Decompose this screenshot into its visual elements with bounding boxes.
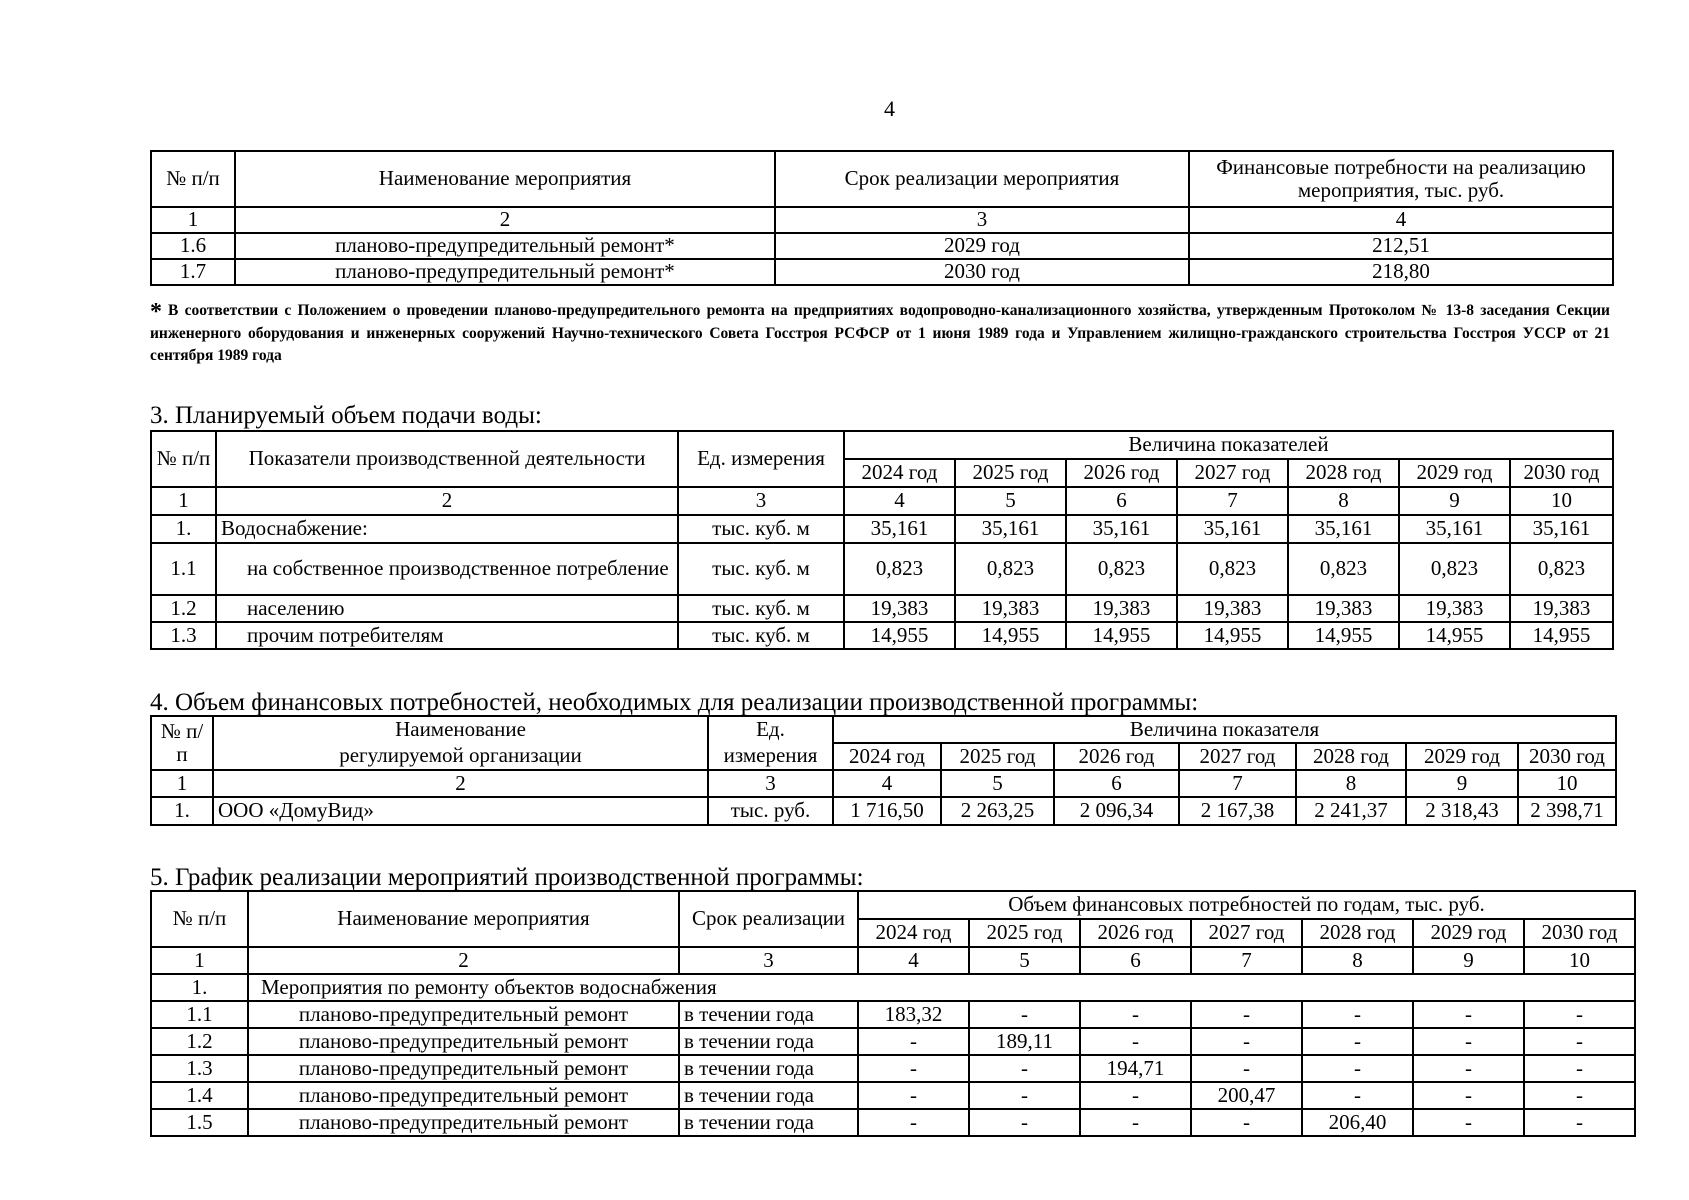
value: 183,32 xyxy=(858,1001,969,1028)
value: - xyxy=(1524,1082,1635,1109)
measure-name: планово-предупредительный ремонт xyxy=(248,1055,679,1082)
year-cell: 2028 год xyxy=(1302,919,1413,947)
row-number: 1.5 xyxy=(151,1109,248,1136)
header-cell: Объем финансовых потребностей по годам, тыс. руб. xyxy=(858,891,1635,919)
value: 35,161 xyxy=(1288,515,1399,543)
value: 0,823 xyxy=(1288,543,1399,595)
table-row xyxy=(151,1109,1635,1136)
measure-name: планово-предупредительный ремонт xyxy=(248,1082,679,1109)
table-row xyxy=(151,797,1616,825)
section-3-title: 3. Планируемый объем подачи воды: xyxy=(150,402,542,429)
value: - xyxy=(969,1001,1080,1028)
index-cell: 1 xyxy=(151,947,248,974)
value: - xyxy=(858,1082,969,1109)
row-number: 1. xyxy=(151,515,216,543)
value: 14,955 xyxy=(844,622,955,649)
table-row xyxy=(151,622,1613,649)
index-cell: 7 xyxy=(1177,487,1288,515)
table-row xyxy=(151,259,1613,285)
index-cell: 9 xyxy=(1399,487,1510,515)
unit: тыс. руб. xyxy=(708,797,833,825)
value: - xyxy=(1080,1109,1191,1136)
value: 19,383 xyxy=(955,595,1066,622)
index-cell: 10 xyxy=(1510,487,1613,515)
value: - xyxy=(969,1109,1080,1136)
year-cell: 2025 год xyxy=(955,459,1066,487)
value: - xyxy=(1302,1082,1413,1109)
index-cell: 10 xyxy=(1524,947,1635,974)
year-cell: 2027 год xyxy=(1179,743,1296,770)
header-cell: № п/п xyxy=(151,431,216,487)
value: 35,161 xyxy=(955,515,1066,543)
value: 0,823 xyxy=(1177,543,1288,595)
index-cell: 4 xyxy=(844,487,955,515)
year-cell: 2028 год xyxy=(1296,743,1406,770)
value: 19,383 xyxy=(1399,595,1510,622)
measure-term: в течении года xyxy=(679,1082,858,1109)
year-cell: 2024 год xyxy=(844,459,955,487)
value: 19,383 xyxy=(1288,595,1399,622)
year-cell: 2026 год xyxy=(1066,459,1177,487)
table-row xyxy=(151,233,1613,259)
year-cell: 2028 год xyxy=(1288,459,1399,487)
value: 19,383 xyxy=(1510,595,1613,622)
unit: тыс. куб. м xyxy=(678,622,844,649)
index-cell: 4 xyxy=(858,947,969,974)
row-number: 1.3 xyxy=(151,622,216,649)
value: 2 241,37 xyxy=(1296,797,1406,825)
value: 19,383 xyxy=(1066,595,1177,622)
value: 194,71 xyxy=(1080,1055,1191,1082)
index-cell: 5 xyxy=(941,770,1054,797)
year-cell: 2029 год xyxy=(1406,743,1518,770)
group-title: Мероприятия по ремонту объектов водоснабжения xyxy=(248,974,1635,1001)
value: - xyxy=(1080,1082,1191,1109)
value: 2 398,71 xyxy=(1518,797,1616,825)
row-number: 1.1 xyxy=(151,1001,248,1028)
value: 2 263,25 xyxy=(941,797,1054,825)
value: 14,955 xyxy=(1399,622,1510,649)
header-cell: Показатели производственной деятельности xyxy=(216,431,678,487)
value: 19,383 xyxy=(844,595,955,622)
measure-name: планово-предупредительный ремонт xyxy=(248,1109,679,1136)
value: - xyxy=(858,1028,969,1055)
measure-term: в течении года xyxy=(679,1028,858,1055)
measure-name: планово-предупредительный ремонт xyxy=(248,1028,679,1055)
index-cell: 6 xyxy=(1054,770,1179,797)
value: 2 167,38 xyxy=(1179,797,1296,825)
header-cell: Наименование xyxy=(213,716,708,743)
value: - xyxy=(969,1082,1080,1109)
header-cell: регулируемой организации xyxy=(213,743,708,770)
year-cell: 2030 год xyxy=(1510,459,1613,487)
value: 0,823 xyxy=(955,543,1066,595)
row-number: 1.1 xyxy=(151,543,216,595)
value: - xyxy=(1413,1055,1524,1082)
implementation-schedule-table xyxy=(150,890,1635,1137)
index-cell: 1 xyxy=(151,487,216,515)
year-cell: 2025 год xyxy=(969,919,1080,947)
index-cell: 3 xyxy=(708,770,833,797)
row-number: 1.7 xyxy=(151,259,235,285)
value: 0,823 xyxy=(1399,543,1510,595)
value: 2 318,43 xyxy=(1406,797,1518,825)
value: - xyxy=(1524,1055,1635,1082)
row-number: 1. xyxy=(151,974,248,1001)
value: 14,955 xyxy=(1177,622,1288,649)
value: 1 716,50 xyxy=(833,797,941,825)
row-number: 1.2 xyxy=(151,1028,248,1055)
year-cell: 2026 год xyxy=(1054,743,1179,770)
index-cell: 4 xyxy=(1189,207,1613,233)
header-cell: Наименование мероприятия xyxy=(235,151,775,207)
water-supply-table xyxy=(150,430,1612,650)
row-number: 1.6 xyxy=(151,233,235,259)
table-row xyxy=(151,1001,1635,1028)
year-cell: 2026 год xyxy=(1080,919,1191,947)
table-row xyxy=(151,515,1613,543)
value: 14,955 xyxy=(955,622,1066,649)
measure-name: планово-предупредительный ремонт* xyxy=(235,233,775,259)
value: - xyxy=(1302,1001,1413,1028)
year-cell: 2030 год xyxy=(1524,919,1635,947)
value: 0,823 xyxy=(844,543,955,595)
measure-term: в течении года xyxy=(679,1109,858,1136)
indicator-name: Водоснабжение: xyxy=(216,515,678,543)
value: - xyxy=(1080,1001,1191,1028)
value: - xyxy=(1413,1109,1524,1136)
value: 19,383 xyxy=(1177,595,1288,622)
row-number: 1.2 xyxy=(151,595,216,622)
value: 35,161 xyxy=(1066,515,1177,543)
index-cell: 1 xyxy=(151,770,213,797)
header-cell: Финансовые потребности на реализацию мероприятия, тыс. руб. xyxy=(1189,151,1613,207)
year-cell: 2030 год xyxy=(1518,743,1616,770)
header-cell: измерения xyxy=(708,743,833,770)
measure-name: планово-предупредительный ремонт xyxy=(248,1001,679,1028)
row-number: 1. xyxy=(151,797,213,825)
group-row xyxy=(151,974,1635,1001)
index-cell: 2 xyxy=(235,207,775,233)
value: 14,955 xyxy=(1510,622,1613,649)
index-cell: 10 xyxy=(1518,770,1616,797)
value: - xyxy=(1524,1001,1635,1028)
index-cell: 3 xyxy=(679,947,858,974)
index-cell: 3 xyxy=(678,487,844,515)
value: 206,40 xyxy=(1302,1109,1413,1136)
index-cell: 5 xyxy=(969,947,1080,974)
footnote-text: В соответствии с Положением о проведении планово-предупредительного ремонта на предприятиях водопроводно-канализационного хозяйства, утвержденным Протоколом № 13-8 заседания Секции инженерного оборудования и инженерных сооружений Научно-технического Совета Госстроя РСФСР от 1 июня 1989 года и Управлением жилищно-гражданского строительства Госстроя УССР от 21 сентября 1989 года xyxy=(150,302,1610,364)
index-cell: 1 xyxy=(151,207,235,233)
year-cell: 2025 год xyxy=(941,743,1054,770)
value: - xyxy=(1080,1028,1191,1055)
value: 2 096,34 xyxy=(1054,797,1179,825)
unit: тыс. куб. м xyxy=(678,543,844,595)
page-number: 4 xyxy=(884,96,895,121)
section-4-title: 4. Объем финансовых потребностей, необходимых для реализации производственной программы: xyxy=(150,689,1199,716)
value: 189,11 xyxy=(969,1028,1080,1055)
table-row xyxy=(151,595,1613,622)
header-cell: Величина показателей xyxy=(844,431,1613,459)
row-number: 1.4 xyxy=(151,1082,248,1109)
index-cell: 9 xyxy=(1413,947,1524,974)
header-cell: Наименование мероприятия xyxy=(248,891,679,947)
header-cell: № п/п xyxy=(151,891,248,947)
unit: тыс. куб. м xyxy=(678,515,844,543)
measure-term: в течении года xyxy=(679,1001,858,1028)
index-cell: 2 xyxy=(216,487,678,515)
index-cell: 8 xyxy=(1302,947,1413,974)
header-cell: № п/п xyxy=(151,151,235,207)
index-cell: 6 xyxy=(1066,487,1177,515)
value: - xyxy=(1191,1028,1302,1055)
index-cell: 2 xyxy=(248,947,679,974)
value: - xyxy=(858,1109,969,1136)
value: 35,161 xyxy=(1510,515,1613,543)
value: 35,161 xyxy=(1399,515,1510,543)
index-cell: 4 xyxy=(833,770,941,797)
header-cell: Срок реализации мероприятия xyxy=(775,151,1189,207)
table-row xyxy=(151,543,1613,595)
value: - xyxy=(1413,1028,1524,1055)
unit: тыс. куб. м xyxy=(678,595,844,622)
measure-term: 2030 год xyxy=(775,259,1189,285)
year-cell: 2027 год xyxy=(1177,459,1288,487)
measures-table-continued xyxy=(150,150,1612,286)
year-cell: 2024 год xyxy=(833,743,941,770)
year-cell: 2027 год xyxy=(1191,919,1302,947)
year-cell: 2024 год xyxy=(858,919,969,947)
value: - xyxy=(1191,1001,1302,1028)
table-row xyxy=(151,1055,1635,1082)
value: 35,161 xyxy=(844,515,955,543)
value: 35,161 xyxy=(1177,515,1288,543)
value: 0,823 xyxy=(1066,543,1177,595)
value: - xyxy=(1524,1109,1635,1136)
value: - xyxy=(969,1055,1080,1082)
header-cell: № п/п xyxy=(151,716,213,770)
index-cell: 8 xyxy=(1296,770,1406,797)
value: - xyxy=(1413,1082,1524,1109)
footnote-star: * xyxy=(150,299,162,325)
year-cell: 2029 год xyxy=(1399,459,1510,487)
indicator-name: на собственное производственное потребление xyxy=(216,543,678,595)
financial-needs-table xyxy=(150,715,1615,826)
index-cell: 5 xyxy=(955,487,1066,515)
index-cell: 6 xyxy=(1080,947,1191,974)
index-cell: 3 xyxy=(775,207,1189,233)
footnote xyxy=(150,300,1610,367)
measure-cost: 218,80 xyxy=(1189,259,1613,285)
value: 200,47 xyxy=(1191,1082,1302,1109)
indicator-name: прочим потребителям xyxy=(216,622,678,649)
table-row xyxy=(151,1028,1635,1055)
value: - xyxy=(1191,1055,1302,1082)
value: 14,955 xyxy=(1066,622,1177,649)
index-cell: 8 xyxy=(1288,487,1399,515)
index-cell: 9 xyxy=(1406,770,1518,797)
index-cell: 2 xyxy=(213,770,708,797)
header-cell: Срок реализации xyxy=(679,891,858,947)
year-cell: 2029 год xyxy=(1413,919,1524,947)
row-number: 1.3 xyxy=(151,1055,248,1082)
indicator-name: населению xyxy=(216,595,678,622)
value: - xyxy=(1524,1028,1635,1055)
value: 0,823 xyxy=(1510,543,1613,595)
header-cell: Величина показателя xyxy=(833,716,1616,743)
value: - xyxy=(1191,1109,1302,1136)
measure-name: планово-предупредительный ремонт* xyxy=(235,259,775,285)
value: - xyxy=(858,1055,969,1082)
value: 14,955 xyxy=(1288,622,1399,649)
measure-cost: 212,51 xyxy=(1189,233,1613,259)
index-cell: 7 xyxy=(1191,947,1302,974)
value: - xyxy=(1413,1001,1524,1028)
index-cell: 7 xyxy=(1179,770,1296,797)
value: - xyxy=(1302,1028,1413,1055)
measure-term: 2029 год xyxy=(775,233,1189,259)
header-cell: Ед. измерения xyxy=(678,431,844,487)
organization-name: ООО «ДомуВид» xyxy=(213,797,708,825)
measure-term: в течении года xyxy=(679,1055,858,1082)
value: - xyxy=(1302,1055,1413,1082)
section-5-title: 5. График реализации мероприятий производственной программы: xyxy=(150,864,864,891)
header-cell: Ед. xyxy=(708,716,833,743)
table-row xyxy=(151,1082,1635,1109)
